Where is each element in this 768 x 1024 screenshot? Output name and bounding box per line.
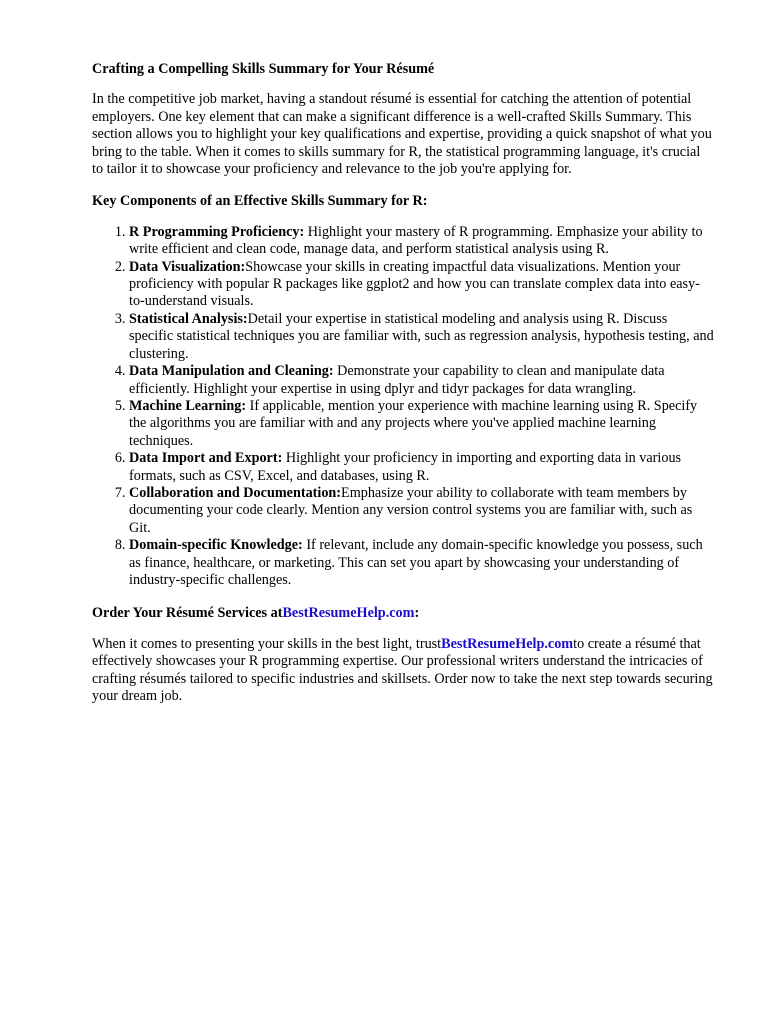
list-item-term: Collaboration and Documentation: (129, 484, 342, 501)
closing-paragraph (92, 636, 714, 706)
list-item-term: Domain-specific Knowledge: (129, 537, 303, 554)
list-item (129, 259, 714, 311)
closing-prefix: When it comes to presenting your skills in the best light, trust (92, 635, 442, 652)
list-item-text: If applicable, mention your experience with machine learning using R. Specify the algorithms you are familiar with and any projects where you've applied machine learning techniques. (129, 397, 698, 449)
list-item (129, 224, 714, 259)
list-item-text: Highlight your mastery of R programming. Emphasize your ability to write efficient and clean code, manage data, and perform statistical analysis using R. (129, 223, 703, 258)
list-item (129, 450, 714, 485)
list-item-text: Highlight your proficiency in importing and exporting data in various formats, such as CSV, Excel, and databases, using R. (129, 450, 682, 484)
list-item-term: Statistical Analysis: (129, 310, 248, 327)
list-item-term: Machine Learning: (129, 397, 247, 414)
list-item-text: Emphasize your ability to collaborate with team members by documenting your code clearly. Mention any version control systems you are familiar with, such as Git. (129, 484, 693, 536)
list-item (129, 485, 714, 537)
list-item-text: Detail your expertise in statistical modeling and analysis using R. Discuss specific statistical techniques you are familiar with, such as regression analysis, hypothesis testing, and clustering. (129, 310, 714, 362)
list-item (129, 398, 714, 450)
order-heading-prefix: Order Your Résumé Services at (92, 605, 283, 622)
list-item-term: Data Visualization: (129, 258, 246, 275)
closing-text: to create a résumé that effectively showcases your R programming expertise. Our professional writers understand the intricacies of crafting résumés tailored to specific industries and skillsets. Order now to take the next step towards securing your dream job. (92, 635, 713, 704)
list-item-text: Showcase your skills in creating impactful data visualizations. Mention your proficiency with popular R packages like ggplot2 and how you can translate complex data into easy-to-understand visuals. (129, 258, 700, 310)
list-item-term: R Programming Proficiency: (129, 223, 305, 240)
list-item-term: Data Import and Export: (129, 450, 283, 467)
order-heading-suffix: : (414, 605, 420, 622)
order-heading-link[interactable]: BestResumeHelp.com (282, 605, 415, 622)
list-item-term: Data Manipulation and Cleaning: (129, 363, 334, 380)
intro-paragraph: In the competitive job market, having a standout résumé is essential for catching the attention of potential employers. One key element that can make a significant difference is a well-crafted Skills Summary. This section allows you to highlight your key qualifications and expertise, providing a quick snapshot of what you bring to the table. When it comes to skills summary for R, the statistical programming language, it's crucial to tailor it to showcase your proficiency and relevance to the job you're applying for. (92, 91, 712, 178)
list-item-text: If relevant, include any domain-specific knowledge you possess, such as finance, healthcare, or marketing. This can set you apart by showcasing your understanding of industry-specific challenges. (129, 537, 703, 588)
closing-link[interactable]: BestResumeHelp.com (441, 635, 574, 652)
components-list (92, 224, 714, 590)
list-item (129, 311, 714, 363)
list-item-text: Demonstrate your capability to clean and manipulate data efficiently. Highlight your expertise in using dplyr and tidyr packages for data wrangling. (129, 363, 665, 397)
components-heading: Key Components of an Effective Skills Summary for R: (92, 193, 428, 210)
order-heading (92, 605, 714, 622)
document-body (92, 61, 714, 705)
list-item (129, 537, 714, 589)
list-item (129, 363, 714, 398)
page-title: Crafting a Compelling Skills Summary for Your Résumé (92, 61, 435, 77)
